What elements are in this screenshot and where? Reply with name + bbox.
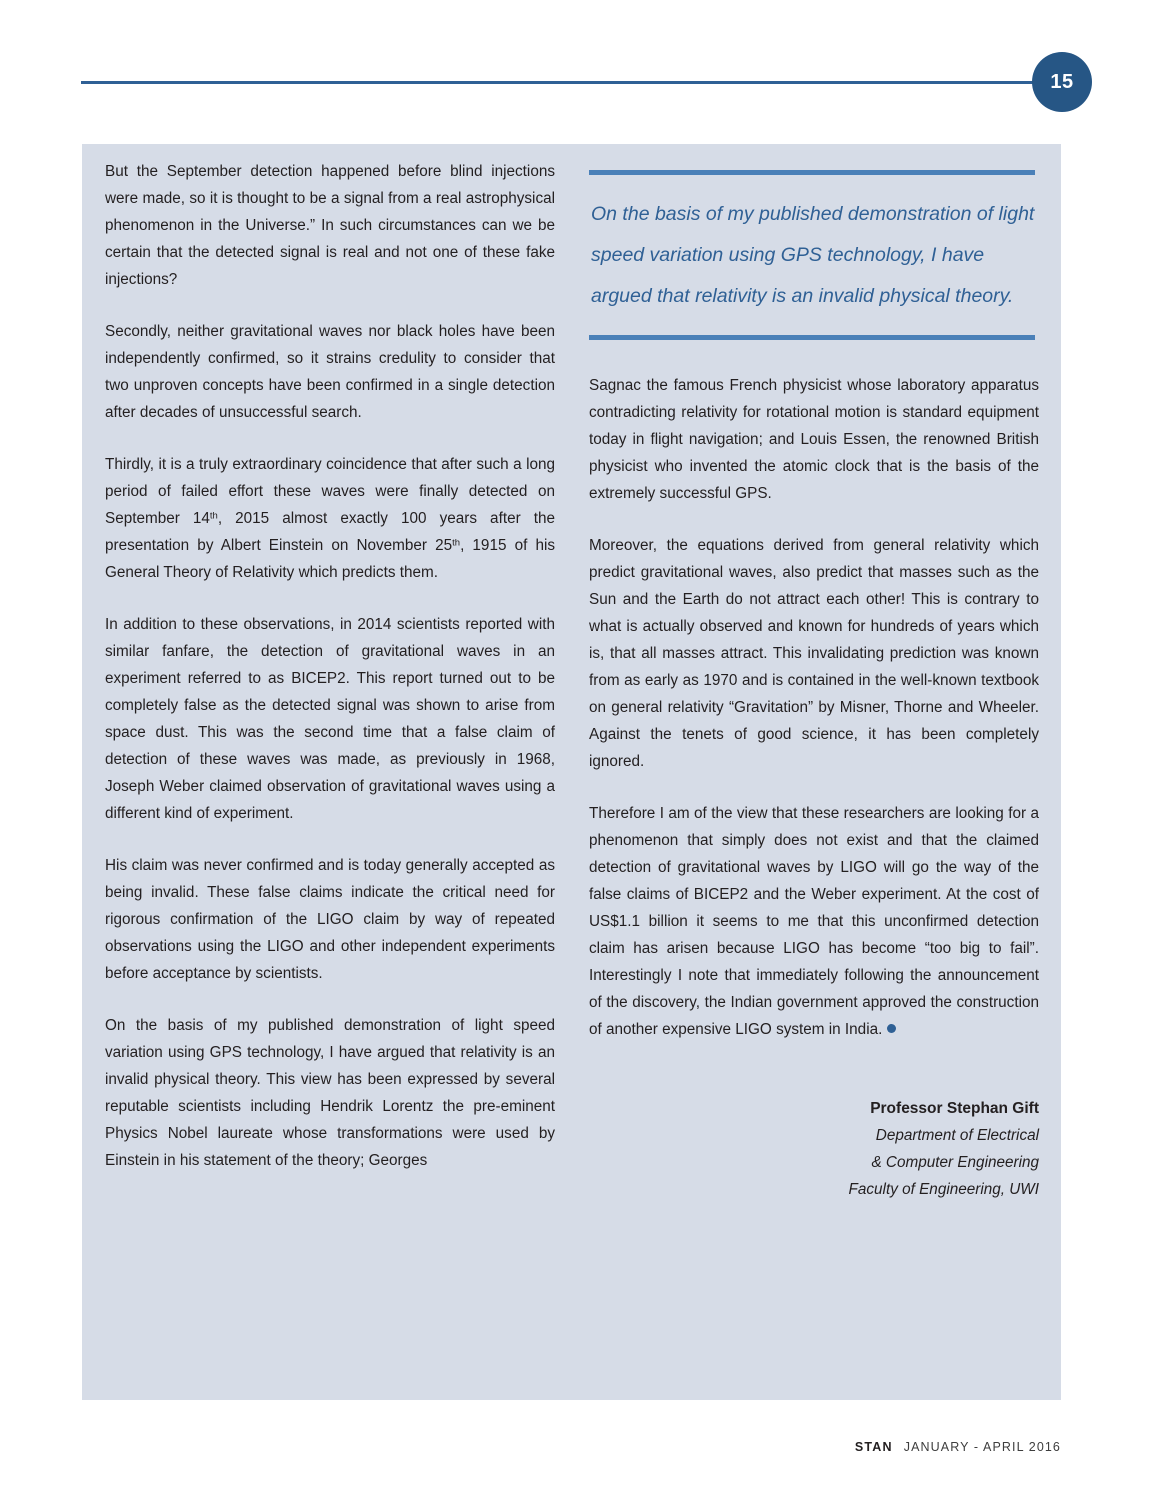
- paragraph-secondly: Secondly, neither gravitational waves nor black holes have been independently confirmed, so it strains credulity to consider that two unproven concepts have been confirmed in a single detection after decades of unsuccessful search.: [105, 323, 555, 421]
- ordinal-suffix-25th: th: [452, 537, 461, 549]
- paragraph-on-the-basis: On the basis of my published demonstration of light speed variation using GPS technology, I have argued that relativity is an invalid physical theory. This view has been expressed by several reputable scientists including Hendrik Lorentz the pre-eminent Physics Nobel laureate whose transformations were used by Einstein in his statement of the theory; Georges: [105, 1017, 555, 1169]
- paragraph-sagnac: Sagnac the famous French physicist whose laboratory apparatus contradicting relativity for rotational motion is standard equipment today in flight navigation; and Louis Essen, the renowned British physicist who invented the atomic clock that is the basis of the extremely successful GPS.: [589, 377, 1039, 502]
- paragraph-his-claim: His claim was never confirmed and is today generally accepted as being invalid. These false claims indicate the critical need for rigorous confirmation of the LIGO claim by way of repeated observations using the LIGO and other independent experiments before acceptance by scientists.: [105, 857, 555, 982]
- author-faculty-line: Faculty of Engineering, UWI: [848, 1181, 1039, 1198]
- paragraph-therefore: [589, 800, 1039, 1043]
- paragraph-but-september: But the September detection happened before blind injections were made, so it is thought to be a signal from a real astrophysical phenomenon in the Universe.” In such circumstances can we be certain that the detected signal is real and not one of these fake injections?: [105, 163, 555, 288]
- paragraph-thirdly-part1: Thirdly, it is a truly extraordinary coincidence that after such a long period of failed effort these waves were finally detected on September 14: [105, 456, 555, 527]
- footer-issue-label: JANUARY - APRIL 2016: [903, 1440, 1061, 1454]
- author-signature: [589, 1095, 1039, 1203]
- left-column: [105, 158, 555, 1203]
- paragraph-therefore-text: Therefore I am of the view that these researchers are looking for a phenomenon that simply does not exist and that the claimed detection of gravitational waves by LIGO will go the way of the false claims of BICEP2 and the Weber experiment. At the cost of US$1.1 billion it seems to me that this unconfirmed detection claim has arisen because LIGO has become “too big to fail”. Interestingly I note that immediately following the announcement of the discovery, the Indian government approved the construction of another expensive LIGO system in India.: [589, 805, 1039, 1038]
- pull-quote-text: On the basis of my published demonstration of light speed variation using GPS technology, I have argued that relativity is an invalid physical theory.: [591, 203, 1035, 307]
- author-department-line-1: Department of Electrical: [875, 1127, 1039, 1144]
- header-rule: [81, 81, 1062, 84]
- page-number-label: 15: [1050, 70, 1074, 93]
- pull-quote: [589, 170, 1039, 340]
- footer-brand-label: STAN: [854, 1440, 893, 1454]
- paragraph-thirdly-part3: , 1915 of his General Theory of Relativity which predicts them.: [105, 537, 555, 581]
- author-name: Professor Stephan Gift: [870, 1100, 1039, 1117]
- pull-quote-rule-bottom: [589, 335, 1035, 340]
- ordinal-suffix-14th: th: [209, 510, 218, 522]
- paragraph-in-addition: In addition to these observations, in 2014 scientists reported with similar fanfare, the detection of gravitational waves in an experiment referred to as BICEP2. This report turned out to be completely false as the detected signal was shown to arise from space dust. This was the second time that a false claim of detection of these waves was made, as previously in 1968, Joseph Weber claimed observation of gravitational waves using a different kind of experiment.: [105, 616, 555, 822]
- end-of-article-dot-icon: [887, 1024, 896, 1033]
- page-footer: [855, 1440, 1061, 1454]
- paragraph-thirdly-part2: , 2015 almost exactly 100 years after the presentation by Albert Einstein on November 25: [105, 510, 555, 554]
- paragraph-moreover: Moreover, the equations derived from general relativity which predict gravitational waves, also predict that masses such as the Sun and the Earth do not attract each other! This is contrary to what is actually observed and known for hundreds of years which is, that all masses attract. This invalidating prediction was known from as early as 1970 and is contained in the well-known textbook on general relativity “Gravitation” by Misner, Thorne and Wheeler. Against the tenets of good science, it has been completely ignored.: [589, 537, 1039, 770]
- paragraph-thirdly: [105, 451, 555, 586]
- article-panel: [82, 144, 1061, 1400]
- page-number-badge: [1032, 52, 1092, 112]
- right-column: [589, 158, 1039, 1203]
- article-columns: [105, 158, 1040, 1203]
- author-department-line-2: & Computer Engineering: [871, 1154, 1039, 1171]
